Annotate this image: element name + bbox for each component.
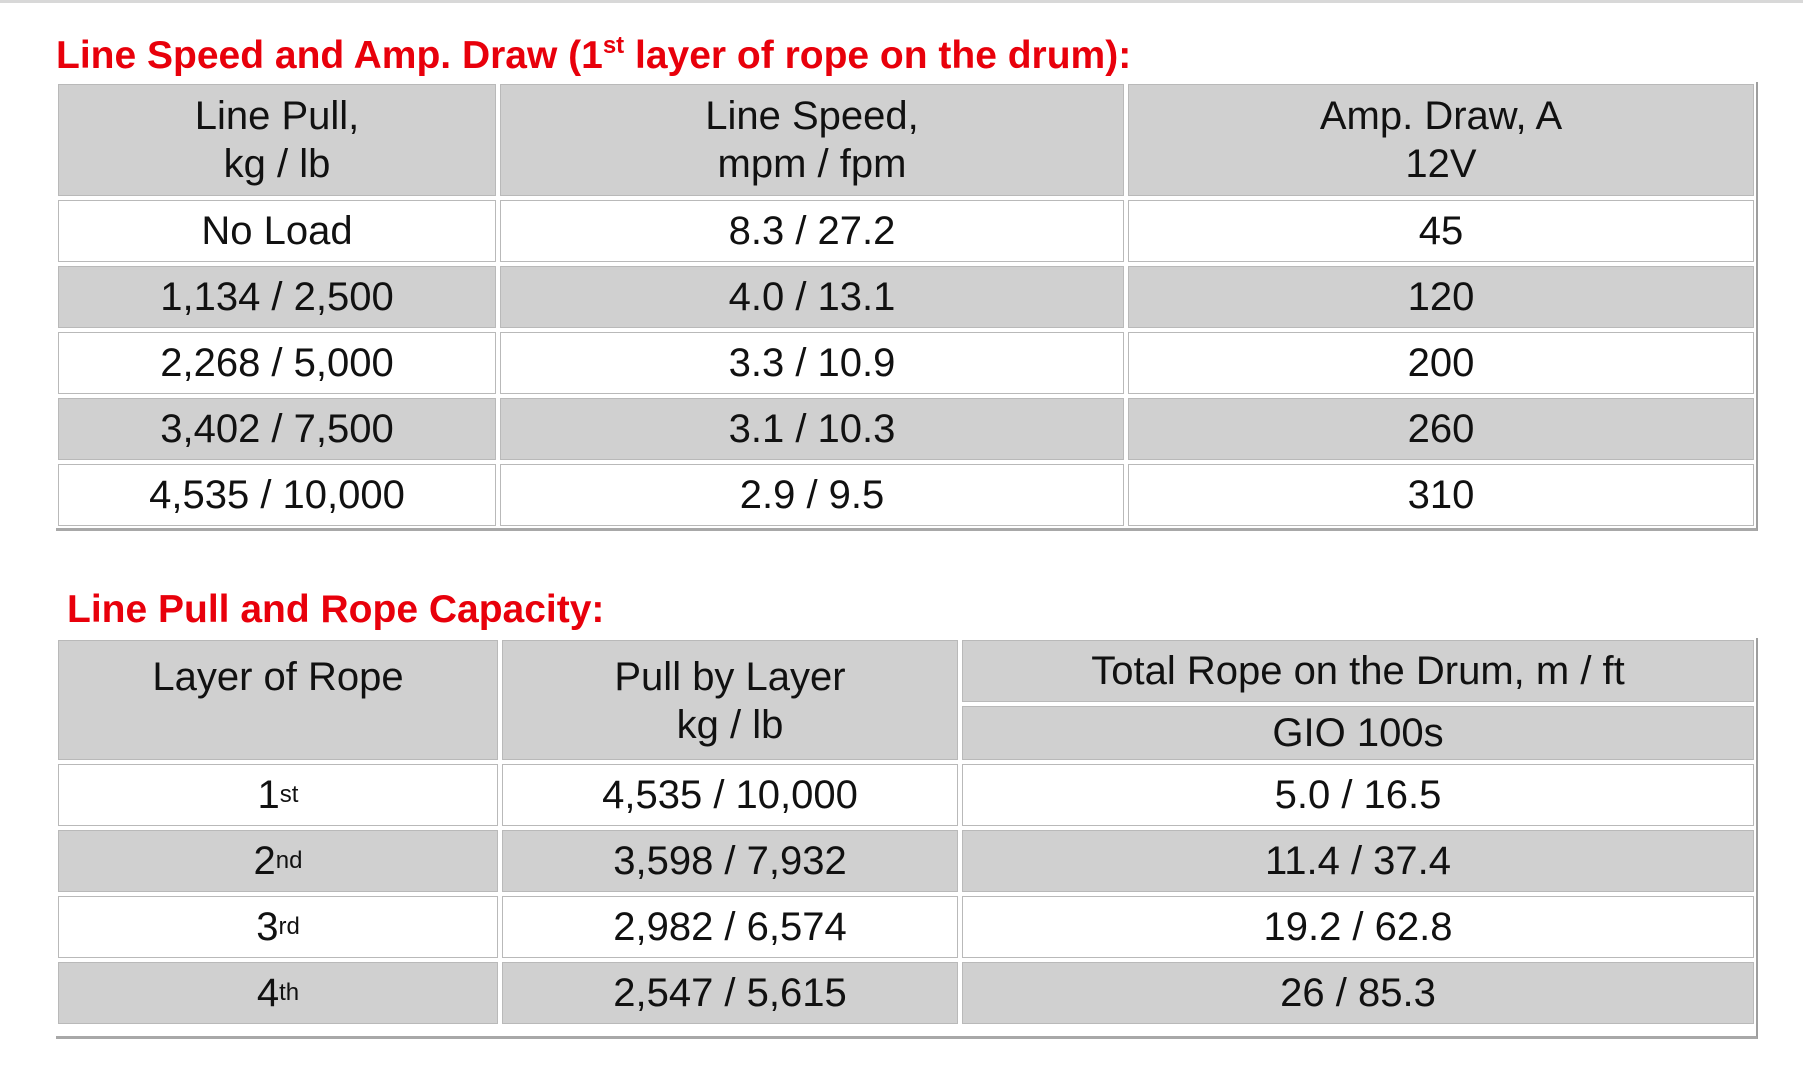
header-pull-by-layer: Pull by Layer kg / lb xyxy=(500,638,960,762)
table-cell: 26 / 85.3 xyxy=(960,960,1756,1026)
table-cell: 5.0 / 16.5 xyxy=(960,762,1756,828)
table-cell: 2.9 / 9.5 xyxy=(498,462,1126,528)
table-cell: 2,547 / 5,615 xyxy=(500,960,960,1026)
table-cell: No Load xyxy=(56,198,498,264)
top-rule xyxy=(0,0,1803,3)
table-cell: 3.3 / 10.9 xyxy=(498,330,1126,396)
table-cell: 3,598 / 7,932 xyxy=(500,828,960,894)
table-cell: 2,982 / 6,574 xyxy=(500,894,960,960)
table-cell: 310 xyxy=(1126,462,1756,528)
table-cell: 45 xyxy=(1126,198,1756,264)
table-cell-layer: 1 st xyxy=(56,762,500,828)
line-speed-title: Line Speed and Amp. Draw (1st layer of rope on the drum): xyxy=(56,32,1132,77)
table-cell: 260 xyxy=(1126,396,1756,462)
table-cell-layer: 3 rd xyxy=(56,894,500,960)
header-amp-draw: Amp. Draw, A 12V xyxy=(1126,82,1756,198)
header-layer-of-rope: Layer of Rope xyxy=(56,638,500,762)
table-cell: 4,535 / 10,000 xyxy=(500,762,960,828)
header-line-speed: Line Speed, mpm / fpm xyxy=(498,82,1126,198)
table-cell-layer: 4 th xyxy=(56,960,500,1026)
header-total-rope: Total Rope on the Drum, m / ft xyxy=(960,638,1756,704)
table-cell: 11.4 / 37.4 xyxy=(960,828,1756,894)
table-cell: 120 xyxy=(1126,264,1756,330)
table-cell: 19.2 / 62.8 xyxy=(960,894,1756,960)
rope-capacity-title: Line Pull and Rope Capacity: xyxy=(67,588,605,631)
rope-capacity-table xyxy=(56,638,1758,1039)
line-speed-table xyxy=(56,82,1758,531)
table-cell: 3.1 / 10.3 xyxy=(498,396,1126,462)
table-cell: 8.3 / 27.2 xyxy=(498,198,1126,264)
table-cell-layer: 2 nd xyxy=(56,828,500,894)
table-cell: 3,402 / 7,500 xyxy=(56,396,498,462)
header-model: GIO 100s xyxy=(960,704,1756,762)
table-cell: 200 xyxy=(1126,330,1756,396)
table-cell: 4,535 / 10,000 xyxy=(56,462,498,528)
table-cell: 2,268 / 5,000 xyxy=(56,330,498,396)
table-cell: 4.0 / 13.1 xyxy=(498,264,1126,330)
table-cell: 1,134 / 2,500 xyxy=(56,264,498,330)
header-line-pull: Line Pull, kg / lb xyxy=(56,82,498,198)
